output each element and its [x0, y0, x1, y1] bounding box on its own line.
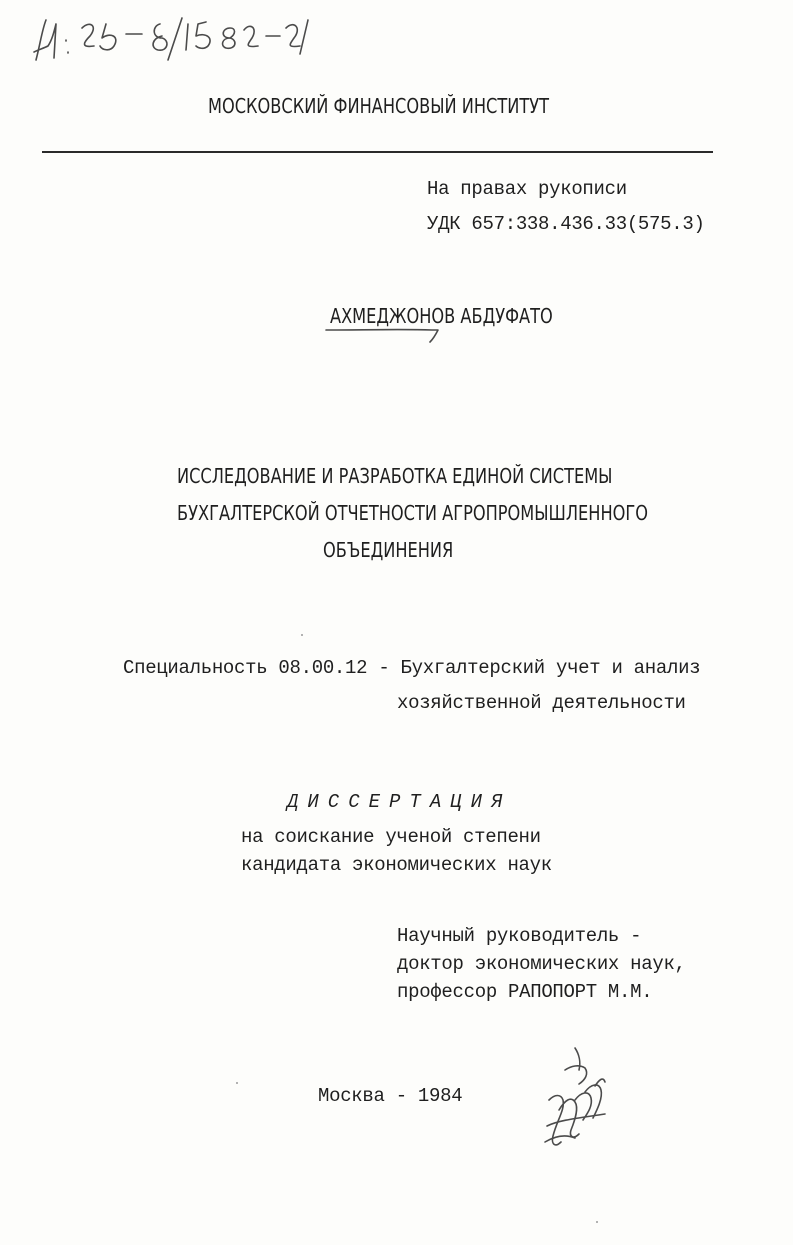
degree-line-1: на соискание ученой степени	[241, 826, 541, 848]
specialty-line-1: Специальность 08.00.12 - Бухгалтерский учет и анализ	[123, 657, 701, 679]
title-line-2: БУХГАЛТЕРСКОЙ ОТЧЕТНОСТИ АГРОПРОМЫШЛЕННОГО	[177, 501, 649, 525]
signature	[535, 1040, 625, 1160]
author-name: АХМЕДЖОНОВ АБДУФАТО	[330, 304, 553, 328]
scan-speck	[301, 634, 303, 636]
author-underline	[322, 320, 462, 344]
supervisor-line-1: Научный руководитель -	[397, 925, 642, 947]
dissertation-heading: ДИССЕРТАЦИЯ	[287, 791, 512, 813]
rights-notice: На правах рукописи	[427, 178, 627, 200]
title-line-3: ОБЪЕДИНЕНИЯ	[323, 538, 454, 562]
scan-speck	[236, 1082, 238, 1084]
place-and-year: Москва - 1984	[318, 1085, 463, 1107]
handwritten-archive-number	[30, 10, 320, 70]
title-line-1: ИССЛЕДОВАНИЕ И РАЗРАБОТКА ЕДИНОЙ СИСТЕМЫ	[177, 464, 613, 488]
header-divider	[42, 151, 713, 153]
degree-line-2: кандидата экономических наук	[241, 854, 552, 876]
institution-name: МОСКОВСКИЙ ФИНАНСОВЫЙ ИНСТИТУТ	[208, 94, 550, 118]
supervisor-line-3: профессор РАПОПОРТ М.М.	[397, 981, 653, 1003]
scan-speck	[596, 1221, 598, 1223]
specialty-line-2: хозяйственной деятельности	[397, 692, 686, 714]
supervisor-line-2: доктор экономических наук,	[397, 953, 686, 975]
udk-code: УДК 657:338.436.33(575.3)	[427, 213, 705, 235]
